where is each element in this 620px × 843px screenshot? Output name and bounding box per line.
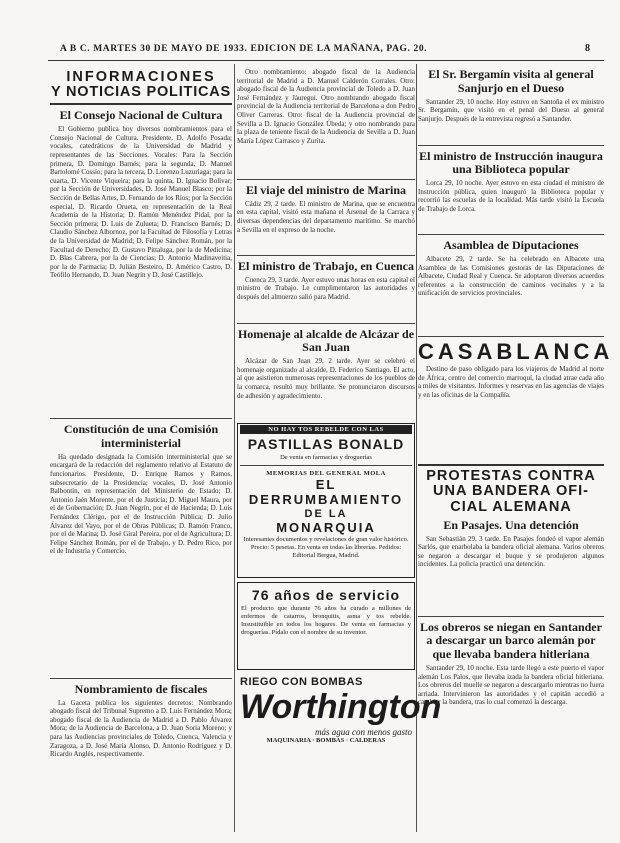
ad-mola-title-1: EL DERRUMBAMIENTO: [248, 477, 404, 508]
section-rule: [237, 179, 415, 180]
section-rule: [237, 323, 415, 324]
article-text-consejo: El Gobierno publica hoy diversos nombramientos para el Consejo Nacional de Cultura. Presidente, D. Adolfo Posada; vocales, catedráticos de la Universidad de Madrid y representantes de las Secciones. Vocales: Para la Sección primera, D. Domingo Barnés; para la segunda, D. Manuel Bartolomé Cossío; para la tercera, D. Lorenzo Luzuriaga; para la cuarta, D. Vicente Viqueira; para la quinta, D. Ignacio Bolívar; por la Sección de Universidades, D. José Manuel Blasco; por la Sección de Bellas Artes, D. Fernando de los Ríos; por la Sección especial, D. Ricardo Orueta, en representación de la Real Academia de la Historia; D. Ramón Menéndez Pidal, por la Sección primera; D. Luis de Zulueta; D. Francisco Barnés; D. Claudio Sánchez Albornoz, por la Facultad de Filosofía y Letras de la Universidad de Madrid; D. Felipe Sánchez Román, por la Facultad de Derecho; D. Gustavo Pittaluga, por la de Medicina; D. Blas Cabrera, por la de Ciencias; D. Antonio Madinaveitia, por la de Farmacia; D. Julián Besteiro, D. Américo Castro, D. Teófilo Hernando, D. Juan Negrín y D. José Castillejo.: [50, 125, 232, 280]
ad-worthington-tagline: más agua con menos gasto: [315, 726, 412, 737]
ad-worthington-note: MAQUINARIA · BOMBAS · CALDERAS: [266, 736, 386, 744]
main-headline-line-1: INFORMACIONES: [66, 69, 216, 85]
section-rule: [418, 616, 604, 617]
article-title-santander: Los obreros se niegan en Santander a descargar un barco alemán por que llevaba bandera hitleriana: [420, 619, 602, 662]
article-title-bergamin: El Sr. Bergamín visita al general Sanjurjo en el Dueso: [428, 67, 594, 95]
article-body-fiscales: [50, 699, 232, 819]
article-title-comision: Constitución de una Comisión interministerial: [63, 422, 219, 451]
article-text-homenaje: Alcázar de San Juan 29, 2 tarde. Ayer se celebró el homenaje organizado al alcalde, D. Federico Santiago. El acto, al que asistieron numerosas representaciones de los pueblos de la comarca, resultó muy brillante. Se pronunciaron discursos de adhesión y agradecimiento.: [237, 357, 415, 400]
headline-protestas-1: PROTESTAS CONTRA: [426, 468, 596, 485]
article-text-pasajes: San Sebastián 29, 3 tarde. En Pasajes fondeó el vapor alemán Sarlós, que enarbolaba la bandera oficial alemana. Varios obreros se negaron a descargar el buque y se produjeron algunos incidentes. La policía practicó una detención.: [418, 534, 604, 569]
ad-rule: [240, 465, 412, 466]
article-body-santander: [418, 664, 604, 782]
article-title-consejo: El Consejo Nacional de Cultura: [59, 108, 223, 123]
article-body-casablanca: [418, 365, 604, 461]
article-title-diputaciones: Asamblea de Diputaciones: [443, 238, 579, 253]
headline-protestas-3: CIAL ALEMANA: [450, 498, 572, 515]
ad-bonald-title: PASTILLAS BONALD: [247, 436, 405, 453]
ad-76-text: El producto que durante 76 años ha curado a millones de enfermos de catarros, bronquitis, asma y tos rebelde. Insustituible en todos los hogares. De venta en farmacias y droguerías. Pídalo con el nombre de su inventor.: [241, 604, 411, 636]
ad-mola-text: Interesantes documentos y revelaciones de gran valor histórico. Precio: 5 pesetas. En venta en todas las librerías. Pedidos: Editorial Bergua, Madrid.: [243, 535, 409, 559]
main-headline-line-2: Y NOTICIAS POLITICAS: [50, 84, 232, 101]
ad-mola-title-2: DE LA: [304, 508, 348, 521]
article-text-trabajo: Cuenca 29, 3 tarde. Ayer estuvo unas horas en esta capital el ministro de Trabajo. Le cumplimentaron las autoridades y después del almuerzo salió para Madrid.: [237, 275, 415, 301]
ad-mola-title-3: MONARQUIA: [276, 519, 376, 535]
article-body-marina: [237, 200, 415, 252]
article-text-bergamin: Santander 29, 10 noche. Hoy estuvo en Santoña el ex ministro Sr. Bergamín, que visitó en el penal del Dueso al general Sanjurjo. Después de la entrevista regresó a Santander.: [418, 97, 604, 123]
article-text-fiscales-cont: Otro nombramiento: abogado fiscal de la Audiencia territorial de Madrid a D. Manuel Calderón Corrales. Otro: abogado fiscal de la Audiencia provincial de Toledo a D. Juan José Fernández y Jáuregui. Otro nombrando abogado fiscal provincial de la Audiencia territorial de Barcelona a don Pedro Oliver Carreras. Otro: fiscal de la Audiencia provincial de Sevilla a D. Ignacio González Úbeda; y otro nombrando para la plaza de teniente fiscal de la Audiencia de Sevilla a D. Juan María López Carrasco y Zurita.: [237, 68, 415, 145]
article-title-homenaje: Homenaje al alcalde de Alcázar de San Juan: [237, 326, 415, 355]
article-body-biblioteca: [418, 179, 604, 231]
article-text-biblioteca: Lorca 29, 10 noche. Ayer estuvo en esta ciudad el ministro de Instrucción pública, quien inauguró la Biblioteca popular y recorrió las escuelas de la localidad. Más tarde visitó la Escuela de Trabajo de Lorca.: [418, 179, 604, 213]
article-body-consejo: [50, 125, 232, 415]
section-rule: [418, 464, 604, 466]
column-1: [50, 62, 232, 834]
section-rule: [50, 678, 232, 679]
ad-bonald-banner: NO HAY TOS REBELDE CON LAS: [240, 425, 412, 434]
article-text-casablanca: Destino de paso obligado para los viajeros de Madrid al norte de África, centro del comercio marroquí, la ciudad atrae cada año a miles de visitantes. Informes y reservas en las agencias de viajes y en las oficinas de la Compañía.: [418, 365, 604, 399]
article-body-bergamin: [418, 98, 604, 142]
article-body-comision: [50, 453, 232, 675]
ad-worthington-line1: RIEGO CON BOMBAS: [240, 675, 363, 688]
article-title-biblioteca: El ministro de Instrucción inaugura una Biblioteca popular: [419, 148, 603, 177]
article-text-fiscales: La Gaceta publica los siguientes decretos: Nombrando abogado fiscal del Tribunal Supremo a D. Luis Fernández Mora; abogado fiscal de la Audiencia de Madrid a D. Pablo Álvarez Mora; de la Audiencia de Barcelona, a D. Juan Soria Moreno; y para las Audiencias provinciales de Toledo, Cuenca, Valencia y Zaragoza, a D. José María Alonso, D. Antonio Rodríguez y D. Ricardo Anglés, respectivamente.: [50, 698, 232, 759]
article-text-comision: Ha quedado designada la Comisión interministerial que se encargará de la redacción del reglamento relativo al Estatuto de funcionarios. Presidente, D. Enrique Ramos y Ramos, subsecretario de la Presidencia; vocales, D. José Antonio Balbontín, en representación del Ministerio de Estado; D. Antonio Jaén Morente, por el de Justicia; D. Miguel Maura, por el de Gobernación; D. Juan Negrín, por el de Hacienda; D. Luis Fernández Clérigo, por el de Instrucción Pública; D. Julio Álvarez del Vayo, por el de Obras Públicas; D. Ramón Franco, por el de Marina; D. José Giral Pereira, por el de Agricultura; D. Felipe Sánchez Román, por el de Trabajo, y D. Pedro Rico, por el de Industria y Comercio.: [50, 452, 232, 556]
masthead: A B C. MARTES 30 DE MAYO DE 1933. EDICION DE LA MAÑANA, PAG. 20.: [60, 44, 428, 54]
ad-76-title: 76 años de servicio: [251, 586, 401, 603]
ad-worthington: [237, 674, 442, 747]
article-body-fiscales-cont: [237, 68, 415, 176]
masthead-rule: [48, 60, 604, 61]
section-rule: [237, 255, 415, 256]
page-number: 8: [585, 43, 590, 54]
column-3: [418, 62, 614, 834]
ad-pastillas-bonald: [237, 423, 415, 577]
article-title-trabajo: El ministro de Trabajo, en Cuenca: [237, 258, 414, 273]
ad-worthington-brand: Worthington: [240, 687, 442, 726]
subheadline-pasajes: En Pasajes. Una detención: [443, 517, 579, 532]
section-rule: [418, 336, 604, 337]
headline-casablanca: CASABLANCA: [418, 338, 614, 364]
article-body-homenaje: [237, 357, 415, 419]
headline-rule: [50, 103, 232, 105]
ad-76-anos: [237, 582, 415, 670]
article-body-pasajes: [418, 535, 604, 613]
headline-protestas-2: UNA BANDERA OFI-: [433, 483, 589, 500]
article-body-diputaciones: [418, 255, 604, 333]
ad-mola-banner: MEMORIAS DEL GENERAL MOLA: [266, 470, 386, 478]
ad-bonald-note: De venta en farmacias y droguerías: [280, 454, 372, 462]
section-rule: [50, 418, 232, 419]
column-divider-1: [234, 64, 235, 832]
article-text-marina: Cádiz 29, 2 tarde. El ministro de Marina, que se encuentra en esta capital, visitó esta mañana el Arsenal de la Carraca y diversas dependencias del departamento marítimo. Se marchó a Sevilla en el expreso de la noche.: [237, 199, 415, 234]
article-title-marina: El viaje del ministro de Marina: [245, 183, 407, 197]
article-text-santander: Santander 29, 10 noche. Esta tarde llegó a este puerto el vapor alemán Los Palos, que llevaba izada la bandera oficial hitleriana. Los obreros del muelle se negaron a descargarlo mientras no fuera arriada. Intervinieron las autoridades y el capitán accedió a cambiar la bandera, tras lo cual comenzó la descarga.: [418, 663, 604, 707]
section-rule: [418, 234, 604, 235]
article-body-trabajo: [237, 276, 415, 320]
article-title-fiscales: Nombramiento de fiscales: [74, 681, 208, 696]
section-rule: [418, 145, 604, 146]
article-text-diputaciones: Albacete 29, 2 tarde. Se ha celebrado en Albacete una Asamblea de las Comisiones gestoras de las Diputaciones de Albacete, Ciudad Real y Cuenca. Se adoptaron diversos acuerdos referentes a la construcción de caminos vecinales y a la unificación de servicios provinciales.: [418, 254, 604, 298]
column-2: [237, 62, 442, 834]
